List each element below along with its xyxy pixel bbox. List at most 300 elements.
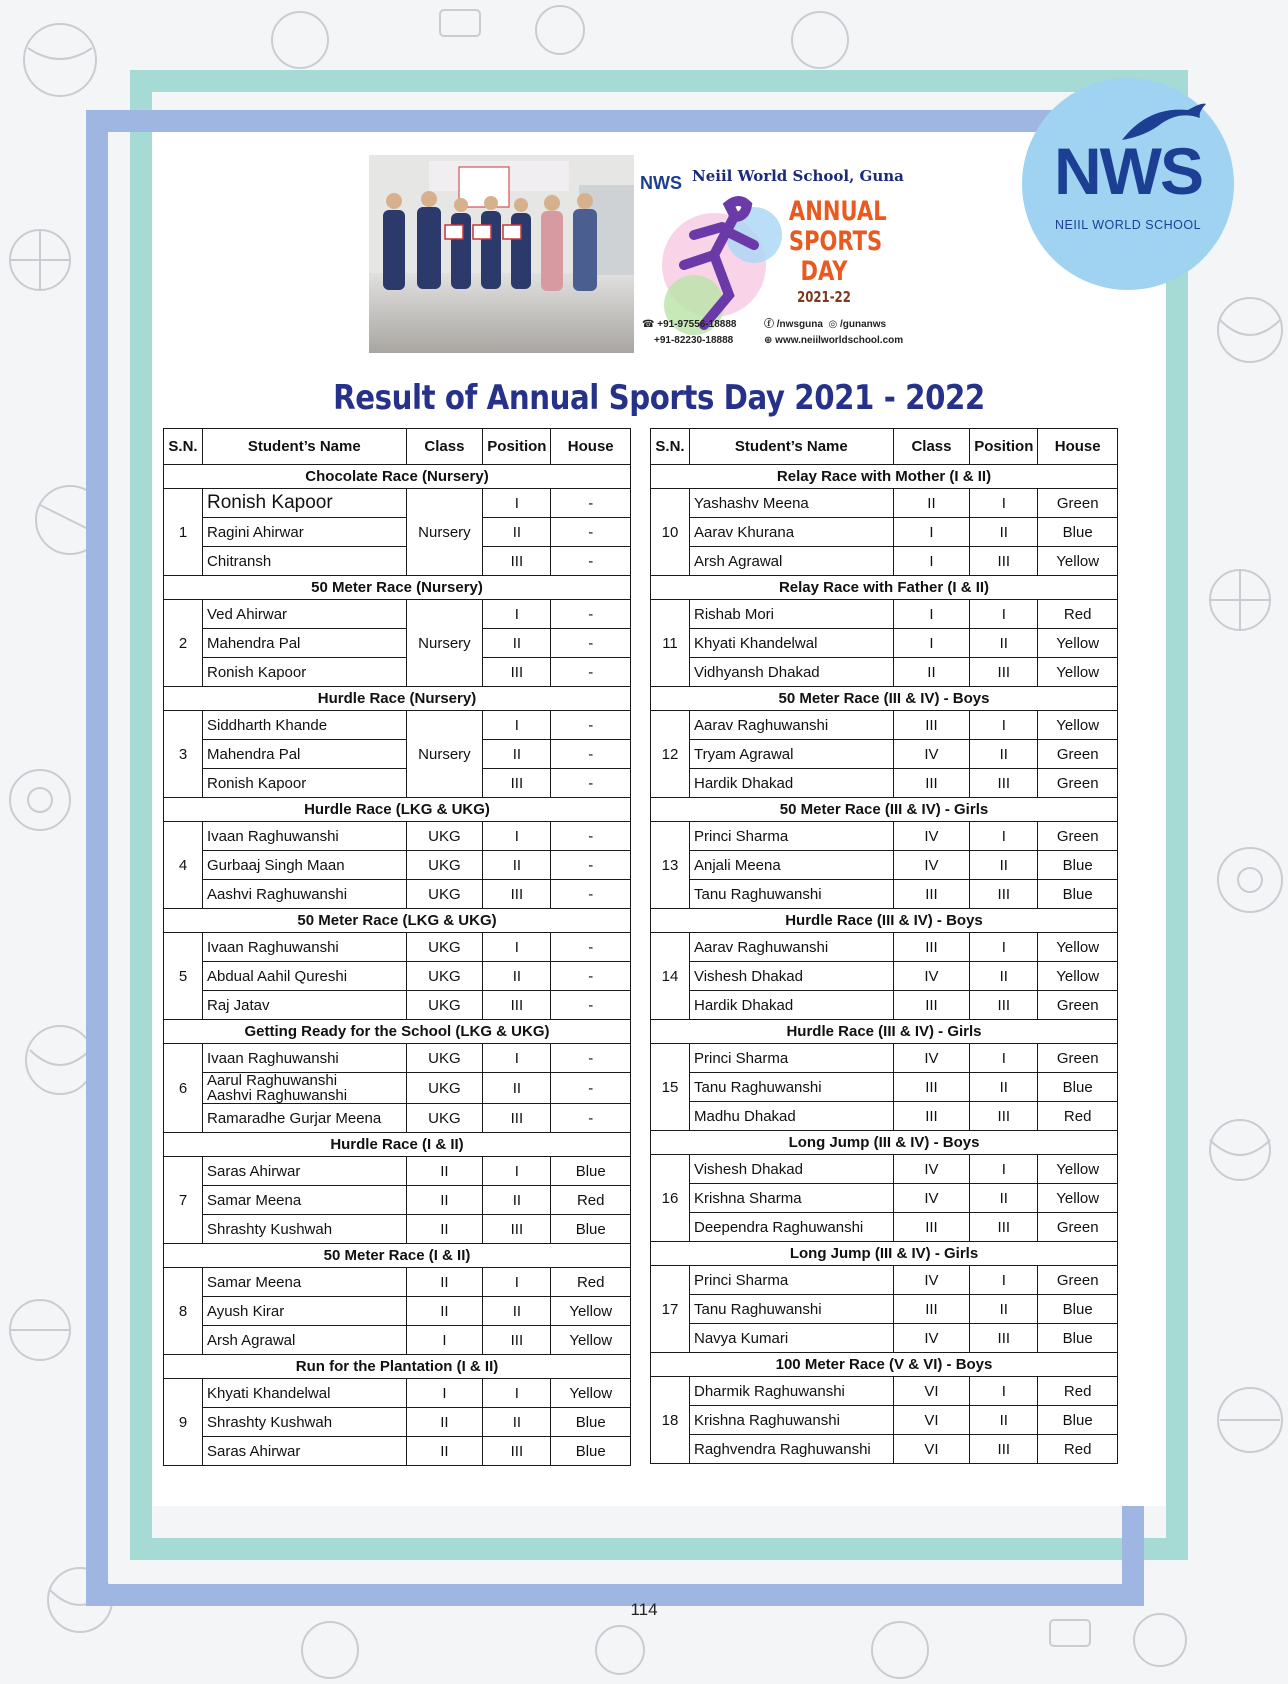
student-house: Yellow [1038, 547, 1118, 576]
student-position: II [483, 629, 551, 658]
student-name: Ronish Kapoor [202, 769, 406, 798]
table-row [651, 518, 1118, 547]
student-position: III [483, 1437, 551, 1466]
table-row [164, 1437, 631, 1466]
poster-title-line: SPORTS [788, 226, 883, 257]
student-house: Green [1038, 1266, 1118, 1295]
table-row [651, 1213, 1118, 1242]
student-class: III [893, 1213, 970, 1242]
student-name: Dharmik Raghuwanshi [689, 1377, 893, 1406]
student-name: Mahendra Pal [202, 629, 406, 658]
event-title-row [651, 1020, 1118, 1044]
student-house: - [551, 933, 631, 962]
table-header-row [164, 429, 631, 465]
event-title-row [164, 1355, 631, 1379]
student-house: - [551, 600, 631, 629]
student-house: - [551, 962, 631, 991]
student-house: - [551, 629, 631, 658]
table-row [651, 962, 1118, 991]
table-row [651, 1406, 1118, 1435]
table-row [164, 880, 631, 909]
serial-number: 17 [651, 1266, 690, 1353]
serial-number: 6 [164, 1044, 203, 1133]
poster-title-line: ANNUAL [788, 196, 887, 227]
table-row [164, 658, 631, 687]
header-class: Class [406, 429, 483, 465]
table-row [651, 740, 1118, 769]
serial-number: 3 [164, 711, 203, 798]
student-class: I [893, 629, 970, 658]
header-house: House [551, 429, 631, 465]
event-title-row [164, 687, 631, 711]
student-house: Green [1038, 769, 1118, 798]
student-house: Green [1038, 991, 1118, 1020]
student-name: Raj Jatav [202, 991, 406, 1020]
student-house: Blue [1038, 1295, 1118, 1324]
student-position: II [483, 851, 551, 880]
student-position: III [970, 769, 1038, 798]
student-position: III [483, 547, 551, 576]
header-name: Student’s Name [202, 429, 406, 465]
student-position: II [970, 1406, 1038, 1435]
student-position: I [970, 822, 1038, 851]
student-class: II [893, 658, 970, 687]
table-row [651, 489, 1118, 518]
student-house: Yellow [551, 1297, 631, 1326]
student-class: UKG [406, 880, 483, 909]
student-position: II [483, 962, 551, 991]
event-title-row [651, 465, 1118, 489]
table-row [651, 1155, 1118, 1184]
event-title: 100 Meter Race (V & VI) - Boys [651, 1353, 1118, 1377]
student-name: Krishna Raghuwanshi [689, 1406, 893, 1435]
results-table-left [163, 428, 631, 1466]
poster-school-name: Neiil World School, Guna [692, 167, 904, 185]
student-position: I [970, 1155, 1038, 1184]
student-position: II [483, 740, 551, 769]
student-name: Samar Meena [202, 1186, 406, 1215]
event-title: Long Jump (III & IV) - Boys [651, 1131, 1118, 1155]
table-row [164, 629, 631, 658]
student-class: I [406, 1379, 483, 1408]
header-house: House [1038, 429, 1118, 465]
student-class: III [893, 769, 970, 798]
award-photo [369, 155, 634, 353]
instagram-handle: /gunanws [839, 319, 887, 330]
student-house: Blue [1038, 1324, 1118, 1353]
student-class: I [893, 518, 970, 547]
student-house: Blue [551, 1157, 631, 1186]
student-class: III [893, 711, 970, 740]
student-name: Abdual Aahil Qureshi [202, 962, 406, 991]
student-name: Tanu Raghuwanshi [689, 880, 893, 909]
student-name: Aarav Raghuwanshi [689, 933, 893, 962]
event-title: Getting Ready for the School (LKG & UKG) [164, 1020, 631, 1044]
student-class: II [406, 1408, 483, 1437]
table-row [651, 1435, 1118, 1464]
table-row [651, 1102, 1118, 1131]
student-house: - [551, 711, 631, 740]
table-row [651, 547, 1118, 576]
event-title-row [651, 1131, 1118, 1155]
student-class: Nursery [406, 600, 483, 687]
table-header-row [651, 429, 1118, 465]
table-row [164, 933, 631, 962]
student-name: Chitransh [202, 547, 406, 576]
student-position: II [970, 962, 1038, 991]
student-class: II [406, 1297, 483, 1326]
student-name-line: Aashvi Raghuwanshi [206, 1087, 348, 1104]
student-class: II [893, 489, 970, 518]
student-name: Madhu Dhakad [689, 1102, 893, 1131]
table-row [164, 1157, 631, 1186]
student-house: Red [1038, 1102, 1118, 1131]
table-row [164, 1268, 631, 1297]
student-position: II [483, 1408, 551, 1437]
table-row [164, 711, 631, 740]
student-name: Rishab Mori [689, 600, 893, 629]
student-position: II [970, 629, 1038, 658]
student-name: Hardik Dhakad [689, 991, 893, 1020]
student-name: Khyati Khandelwal [202, 1379, 406, 1408]
event-title-row [164, 576, 631, 600]
student-house: Red [551, 1186, 631, 1215]
table-row [651, 880, 1118, 909]
group-photo-illustration [369, 155, 634, 353]
table-row [651, 1377, 1118, 1406]
student-position: I [483, 711, 551, 740]
table-row [164, 1379, 631, 1408]
event-title: 50 Meter Race (LKG & UKG) [164, 909, 631, 933]
table-row [651, 933, 1118, 962]
student-name [202, 1073, 406, 1104]
student-name: Navya Kumari [689, 1324, 893, 1353]
student-position: II [970, 518, 1038, 547]
serial-number: 10 [651, 489, 690, 576]
event-title-row [164, 798, 631, 822]
table-row [164, 1044, 631, 1073]
student-position: III [483, 880, 551, 909]
event-title-row [651, 1242, 1118, 1266]
event-title: Chocolate Race (Nursery) [164, 465, 631, 489]
student-position: II [970, 851, 1038, 880]
header-class: Class [893, 429, 970, 465]
student-position: I [483, 489, 551, 518]
student-class: VI [893, 1377, 970, 1406]
table-row [164, 1297, 631, 1326]
student-position: III [970, 991, 1038, 1020]
student-class: III [893, 933, 970, 962]
student-name: Vishesh Dhakad [689, 1155, 893, 1184]
student-class: II [406, 1437, 483, 1466]
student-position: III [483, 1326, 551, 1355]
student-class: Nursery [406, 711, 483, 798]
student-name: Tanu Raghuwanshi [689, 1295, 893, 1324]
table-row [164, 1408, 631, 1437]
student-name: Shrashty Kushwah [202, 1408, 406, 1437]
student-name: Samar Meena [202, 1268, 406, 1297]
student-position: II [483, 1073, 551, 1104]
student-position: III [483, 1104, 551, 1133]
globe-icon: ⊕ [764, 335, 776, 346]
poster-brand: NWS [640, 173, 682, 193]
student-class: VI [893, 1435, 970, 1464]
facebook-handle: /nwsguna [776, 319, 823, 330]
table-row [651, 711, 1118, 740]
student-name: Gurbaaj Singh Maan [202, 851, 406, 880]
event-title-row [164, 909, 631, 933]
header-sn: S.N. [164, 429, 203, 465]
table-row [164, 600, 631, 629]
table-row [651, 1044, 1118, 1073]
serial-number: 4 [164, 822, 203, 909]
student-class: IV [893, 822, 970, 851]
table-row [164, 518, 631, 547]
student-house: Red [1038, 1377, 1118, 1406]
student-position: III [970, 547, 1038, 576]
student-name: Anjali Meena [689, 851, 893, 880]
student-position: III [483, 1215, 551, 1244]
student-house: Red [1038, 1435, 1118, 1464]
event-title-row [164, 465, 631, 489]
table-row [164, 769, 631, 798]
student-position: III [483, 769, 551, 798]
student-class: IV [893, 962, 970, 991]
table-row [651, 600, 1118, 629]
student-name: Tanu Raghuwanshi [689, 1073, 893, 1102]
event-title-row [651, 798, 1118, 822]
student-class: IV [893, 1184, 970, 1213]
student-house: Yellow [1038, 962, 1118, 991]
student-house: Red [551, 1268, 631, 1297]
student-class: UKG [406, 822, 483, 851]
table-row [164, 1073, 631, 1104]
event-title-row [164, 1133, 631, 1157]
event-title-row [164, 1020, 631, 1044]
serial-number: 7 [164, 1157, 203, 1244]
serial-number: 13 [651, 822, 690, 909]
poster-title [788, 196, 887, 307]
student-position: I [483, 1379, 551, 1408]
student-name: Ragini Ahirwar [202, 518, 406, 547]
student-class: I [893, 600, 970, 629]
header-sn: S.N. [651, 429, 690, 465]
event-title: Run for the Plantation (I & II) [164, 1355, 631, 1379]
student-position: I [483, 822, 551, 851]
student-class: IV [893, 851, 970, 880]
student-class: I [893, 547, 970, 576]
student-name: Arsh Agrawal [202, 1326, 406, 1355]
student-name: Vidhyansh Dhakad [689, 658, 893, 687]
student-house: Yellow [551, 1326, 631, 1355]
student-house: Yellow [1038, 1155, 1118, 1184]
table-row [164, 1104, 631, 1133]
table-row [651, 822, 1118, 851]
student-class: UKG [406, 1073, 483, 1104]
student-class: UKG [406, 1044, 483, 1073]
student-name: Siddharth Khande [202, 711, 406, 740]
facebook-icon: ⓕ [764, 319, 777, 330]
event-title: 50 Meter Race (III & IV) - Boys [651, 687, 1118, 711]
student-house: - [551, 1104, 631, 1133]
table-row [651, 769, 1118, 798]
event-title: Hurdle Race (III & IV) - Boys [651, 909, 1118, 933]
student-name: Hardik Dhakad [689, 769, 893, 798]
student-class: IV [893, 1266, 970, 1295]
event-title: Hurdle Race (III & IV) - Girls [651, 1020, 1118, 1044]
student-name: Princi Sharma [689, 822, 893, 851]
student-name: Tryam Agrawal [689, 740, 893, 769]
table-row [651, 1184, 1118, 1213]
table-row [164, 1186, 631, 1215]
student-name: Ronish Kapoor [202, 489, 406, 518]
student-house: Blue [551, 1408, 631, 1437]
serial-number: 5 [164, 933, 203, 1020]
student-house: Green [1038, 1044, 1118, 1073]
student-name: Princi Sharma [689, 1044, 893, 1073]
school-logo [1022, 78, 1234, 290]
student-house: - [551, 547, 631, 576]
student-class: UKG [406, 851, 483, 880]
event-title: 50 Meter Race (I & II) [164, 1244, 631, 1268]
student-position: I [483, 1268, 551, 1297]
student-name: Raghvendra Raghuwanshi [689, 1435, 893, 1464]
student-class: I [406, 1326, 483, 1355]
website-url: www.neiilworldschool.com [775, 335, 904, 346]
student-house: Blue [1038, 880, 1118, 909]
event-title-row [651, 576, 1118, 600]
student-class: UKG [406, 1104, 483, 1133]
student-position: II [483, 1297, 551, 1326]
student-house: Yellow [1038, 629, 1118, 658]
event-title: Relay Race with Father (I & II) [651, 576, 1118, 600]
student-house: - [551, 1044, 631, 1073]
header-name: Student’s Name [689, 429, 893, 465]
student-name: Arsh Agrawal [689, 547, 893, 576]
logo-text: NWS [1054, 134, 1202, 208]
student-house: Yellow [1038, 711, 1118, 740]
serial-number: 12 [651, 711, 690, 798]
student-position: III [970, 1324, 1038, 1353]
student-position: III [483, 991, 551, 1020]
serial-number: 8 [164, 1268, 203, 1355]
serial-number: 11 [651, 600, 690, 687]
student-name: Aarav Raghuwanshi [689, 711, 893, 740]
student-name: Princi Sharma [689, 1266, 893, 1295]
student-name: Saras Ahirwar [202, 1437, 406, 1466]
student-house: Blue [1038, 851, 1118, 880]
phone-2: +91-82230-18888 [654, 335, 734, 346]
student-position: II [483, 1186, 551, 1215]
instagram-icon: ◎ [828, 319, 840, 330]
student-house: Green [1038, 822, 1118, 851]
header-position: Position [970, 429, 1038, 465]
results-table-right [650, 428, 1118, 1464]
student-house: - [551, 658, 631, 687]
student-position: I [483, 600, 551, 629]
student-class: II [406, 1157, 483, 1186]
page-number: 114 [630, 1600, 658, 1619]
student-house: - [551, 769, 631, 798]
sports-day-poster [634, 155, 920, 353]
header-position: Position [483, 429, 551, 465]
serial-number: 15 [651, 1044, 690, 1131]
table-row [164, 822, 631, 851]
page-title: Result of Annual Sports Day 2021 - 2022 [333, 378, 985, 418]
student-house: Red [1038, 600, 1118, 629]
student-class: Nursery [406, 489, 483, 576]
student-position: I [970, 1266, 1038, 1295]
student-name: Shrashty Kushwah [202, 1215, 406, 1244]
student-house: - [551, 880, 631, 909]
student-position: III [970, 1435, 1038, 1464]
student-house: - [551, 1073, 631, 1104]
student-house: Yellow [1038, 658, 1118, 687]
student-position: I [970, 711, 1038, 740]
serial-number: 9 [164, 1379, 203, 1466]
event-title-row [651, 687, 1118, 711]
student-position: II [483, 518, 551, 547]
student-class: II [406, 1186, 483, 1215]
event-title: 50 Meter Race (Nursery) [164, 576, 631, 600]
student-position: I [970, 489, 1038, 518]
student-class: II [406, 1215, 483, 1244]
table-row [651, 1324, 1118, 1353]
student-house: Green [1038, 1213, 1118, 1242]
student-position: III [970, 880, 1038, 909]
student-class: VI [893, 1406, 970, 1435]
student-house: - [551, 518, 631, 547]
student-name: Ramaradhe Gurjar Meena [202, 1104, 406, 1133]
student-name: Yashashv Meena [689, 489, 893, 518]
student-name: Aashvi Raghuwanshi [202, 880, 406, 909]
logo-subtitle: NEIIL WORLD SCHOOL [1054, 218, 1202, 232]
student-house: Blue [1038, 1073, 1118, 1102]
table-row [164, 547, 631, 576]
student-house: Yellow [1038, 933, 1118, 962]
event-title-row [164, 1244, 631, 1268]
student-house: Blue [551, 1215, 631, 1244]
event-title: 50 Meter Race (III & IV) - Girls [651, 798, 1118, 822]
poster-phones [642, 317, 736, 349]
poster-year: 2021-22 [797, 288, 851, 306]
student-name: Ivaan Raghuwanshi [202, 822, 406, 851]
student-name: Ivaan Raghuwanshi [202, 1044, 406, 1073]
student-house: - [551, 822, 631, 851]
poster-title-line: DAY [800, 256, 848, 287]
student-class: IV [893, 1155, 970, 1184]
student-house: Blue [1038, 518, 1118, 547]
student-name: Mahendra Pal [202, 740, 406, 769]
student-class: UKG [406, 933, 483, 962]
student-class: III [893, 1073, 970, 1102]
table-row [164, 1215, 631, 1244]
student-name-line: Aarul Raghuwanshi [206, 1072, 338, 1089]
event-title: Relay Race with Mother (I & II) [651, 465, 1118, 489]
student-position: I [483, 933, 551, 962]
table-row [651, 658, 1118, 687]
serial-number: 14 [651, 933, 690, 1020]
student-class: UKG [406, 991, 483, 1020]
student-name: Saras Ahirwar [202, 1157, 406, 1186]
student-position: II [970, 1073, 1038, 1102]
student-name: Deependra Raghuwanshi [689, 1213, 893, 1242]
student-class: III [893, 1295, 970, 1324]
serial-number: 18 [651, 1377, 690, 1464]
table-row [651, 1073, 1118, 1102]
table-row [651, 1295, 1118, 1324]
phone-icon: ☎ [642, 319, 658, 330]
